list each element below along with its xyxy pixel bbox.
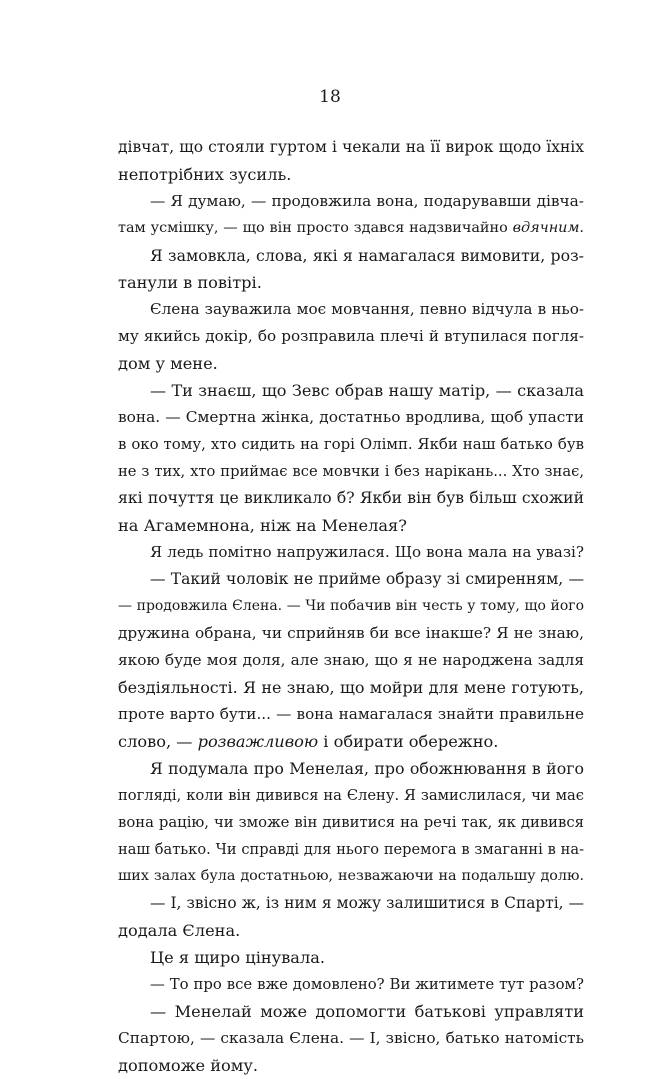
text-segment: там усмішку, — що він просто здався надзвичайно xyxy=(118,220,513,236)
italic-text: розважливою xyxy=(197,732,319,751)
text-line: — Ти знаєш, що Зевс обрав нашу матір, — сказала xyxy=(150,381,584,400)
text-line: непотрібних зусиль. xyxy=(118,165,292,184)
text-line: якою буде моя доля, але знаю, що я не народжена задля xyxy=(118,651,584,669)
text-line: танули в повітрі. xyxy=(118,273,262,292)
text-line: на Агамемнона, ніж на Менелая? xyxy=(118,516,407,535)
text-line: ших залах була достатньою, незважаючи на подальшу долю. xyxy=(118,868,584,884)
text-line: вона. — Смертна жінка, достатньо вродлива, щоб упасти xyxy=(118,408,584,426)
text-line: погляді, коли він дивився на Єлену. Я замислилася, чи має xyxy=(118,787,584,804)
text-line: — Такий чоловік не прийме образу зі смиренням, — xyxy=(150,570,584,588)
text-line: — Менелай може допомогти батькові управляти xyxy=(150,1002,584,1021)
text-line xyxy=(118,728,584,755)
text-line: вона рацію, чи зможе він дивитися на речі так, як дивився xyxy=(118,814,584,831)
text-line: проте варто бути... — вона намагалася знайти правильне xyxy=(118,705,584,723)
text-line: Я подумала про Менелая, про обожнювання в його xyxy=(150,759,584,778)
text-line: в око тому, хто сидить на горі Олімп. Якби наш батько був xyxy=(118,435,584,453)
text-segment: і обирати обережно. xyxy=(318,732,499,751)
text-segment: . xyxy=(579,220,584,236)
text-line: додала Єлена. xyxy=(118,921,241,940)
text-line: — Я думаю, — продовжила вона, подарувавши дівча- xyxy=(150,192,584,210)
text-line: наш батько. Чи справді для нього перемога в змаганні в на- xyxy=(118,841,584,858)
text-line: Я замовкла, слова, які я намагалася вимовити, роз- xyxy=(150,246,584,265)
text-line: — І, звісно ж, із ним я можу залишитися в Спарті, — xyxy=(150,894,584,912)
text-line: дружина обрана, чи сприйняв би все інакше? Я не знаю, xyxy=(118,624,584,642)
text-line: Єлена зауважила моє мовчання, певно відчула в ньо- xyxy=(150,300,584,318)
text-segment: слово, — xyxy=(118,732,198,751)
body-text xyxy=(118,134,584,1079)
page-number: 18 xyxy=(319,87,341,107)
text-line: Я ледь помітно напружилася. Що вона мала на увазі? xyxy=(150,543,584,561)
text-line: му якийсь докір, бо розправила плечі й втупилася погля- xyxy=(118,327,584,345)
text-line: Це я щиро цінувала. xyxy=(150,948,326,967)
text-line: дівчат, що стояли гуртом і чекали на її вирок щодо їхніх xyxy=(118,138,584,156)
text-line: бездіяльності. Я не знаю, що мойри для мене готують, xyxy=(118,678,584,697)
text-line: які почуття це викликало б? Якби він був більш схожий xyxy=(118,489,584,507)
italic-text: вдячним xyxy=(512,220,580,236)
text-line: Спартою, — сказала Єлена. — І, звісно, батько натомість xyxy=(118,1029,584,1047)
text-line: — То про все вже домовлено? Ви житимете тут разом? xyxy=(150,976,584,993)
text-line: допоможе йому. xyxy=(118,1056,258,1075)
text-line xyxy=(118,215,584,242)
text-line: не з тих, хто приймає все мовчки і без нарікань... Хто знає, xyxy=(118,463,584,480)
text-line: — продовжила Єлена. — Чи побачив він честь у тому, що його xyxy=(118,598,584,614)
text-line: дом у мене. xyxy=(118,354,218,373)
